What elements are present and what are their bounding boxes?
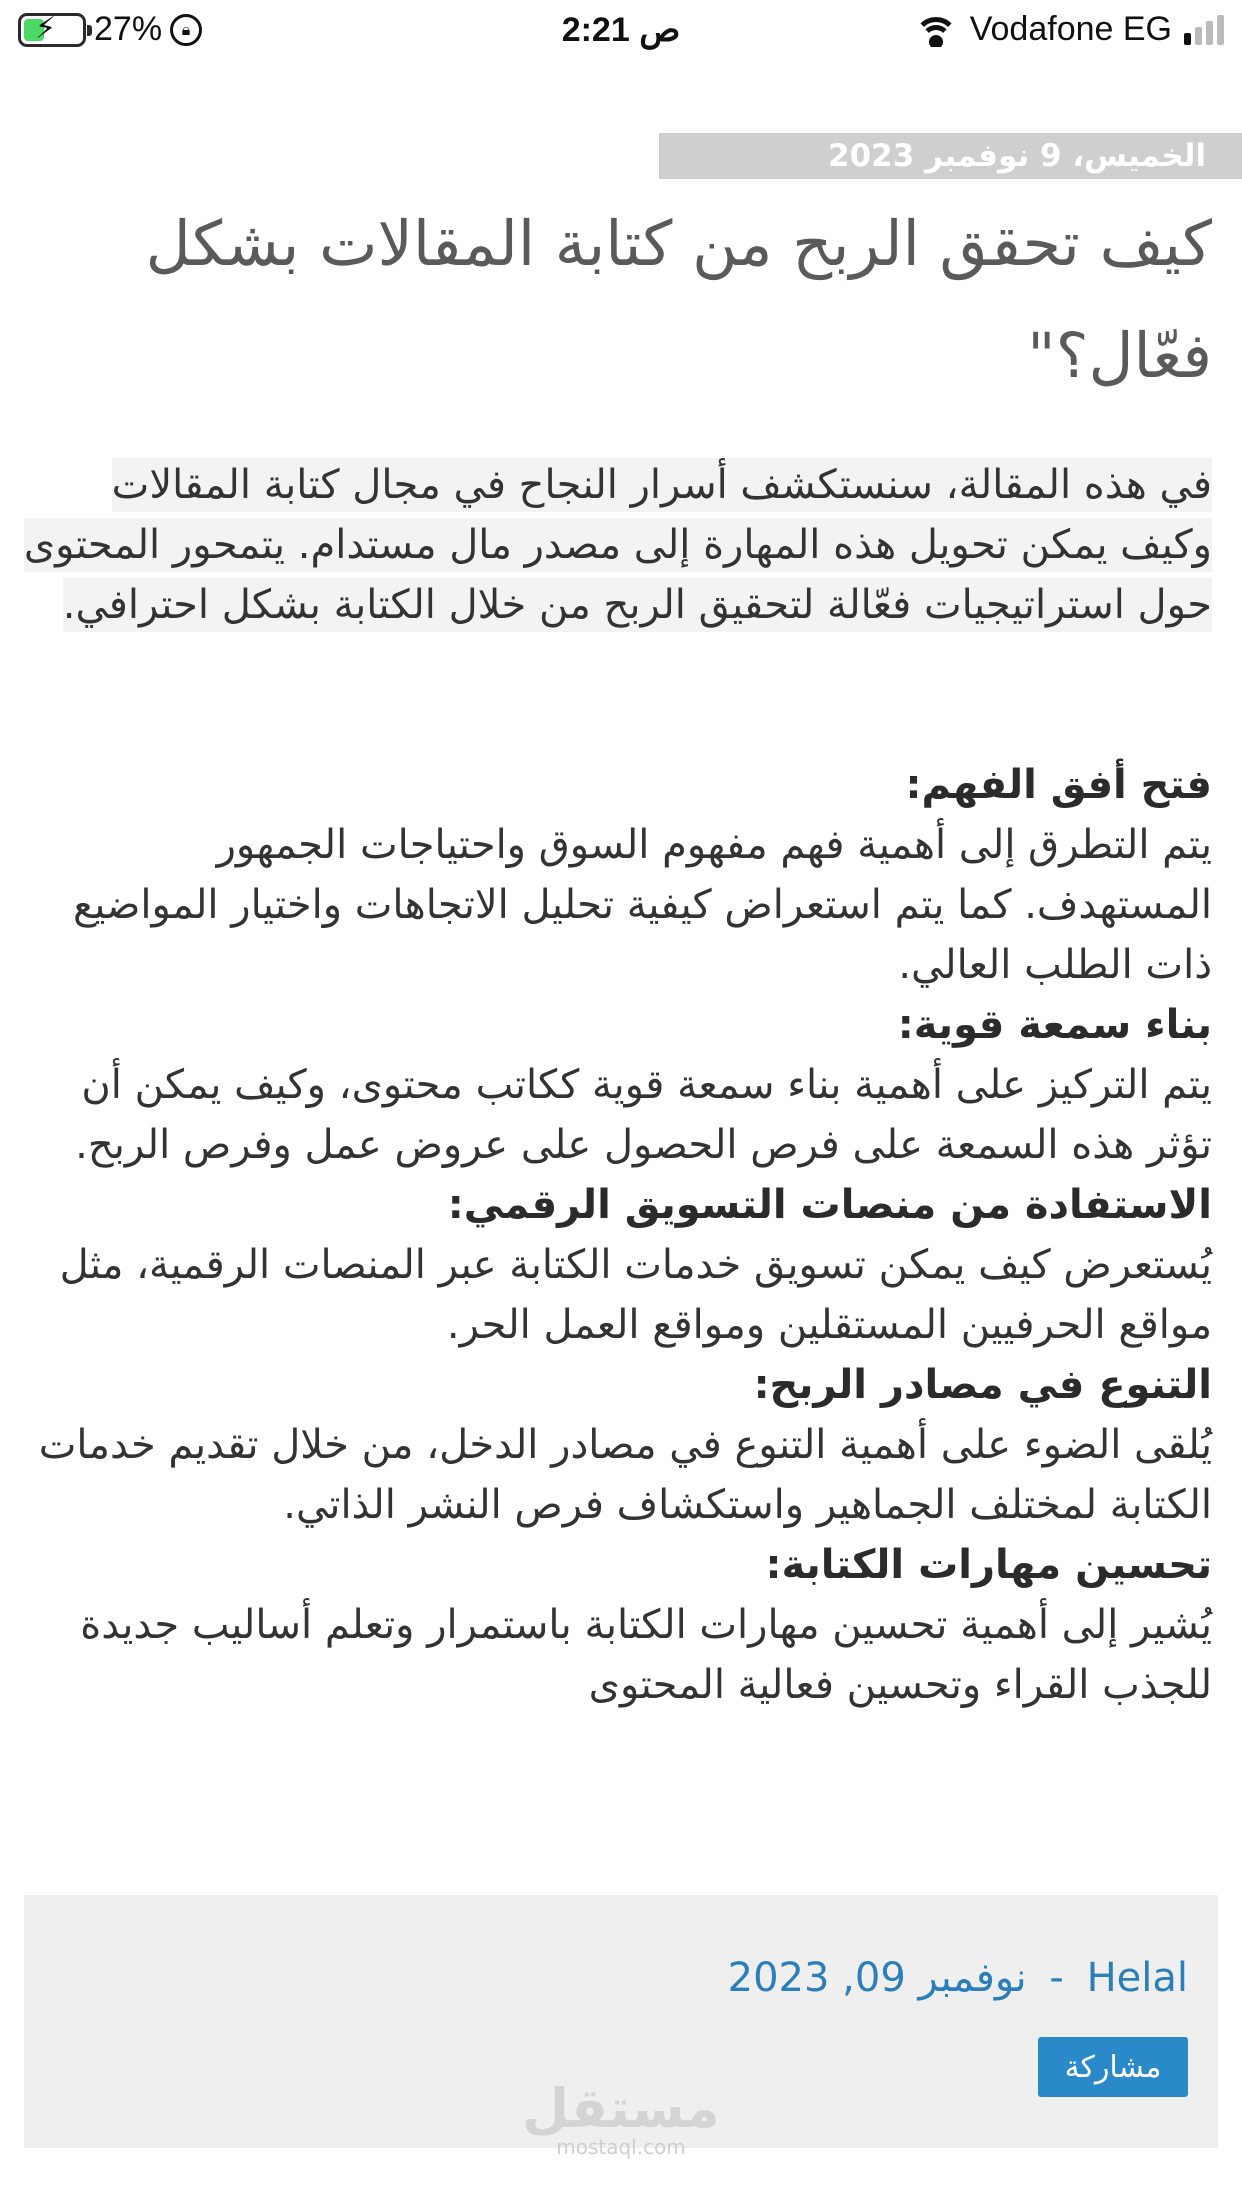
mostaql-watermark: [0, 2077, 1242, 2159]
section-body: يتم التركيز على أهمية بناء سمعة قوية ككاتب محتوى، وكيف يمكن أن تؤثر هذه السمعة على فرص الحصول على عروض عمل وفرص الربح.: [75, 1062, 1212, 1168]
section-body: يُلقى الضوء على أهمية التنوع في مصادر الدخل، من خلال تقديم خدمات الكتابة لمختلف الجماهير واستكشاف فرص النشر الذاتي.: [38, 1422, 1212, 1528]
status-right: [914, 10, 1224, 49]
post-date-link[interactable]: نوفمبر 09, 2023: [727, 1955, 1027, 2001]
section-heading: الاستفادة من منصات التسويق الرقمي:: [447, 1182, 1212, 1228]
intro-text: في هذه المقالة، سنستكشف أسرار النجاح في مجال كتابة المقالات وكيف يمكن تحويل هذه المهارة إلى مصدر مال مستدام. يتمحور المحتوى حول استراتيجيات فعّالة لتحقيق الربح من خلال الكتابة بشكل احترافي.: [24, 458, 1212, 632]
cellular-signal-icon: [1184, 15, 1224, 45]
watermark-domain: mostaql.com: [556, 2135, 686, 2159]
post-meta-line: [728, 1955, 1188, 2001]
section: [22, 995, 1212, 1175]
section-body: يُستعرض كيف يمكن تسويق خدمات الكتابة عبر المنصات الرقمية، مثل مواقع الحرفيين المستقلين ومواقع العمل الحر.: [59, 1242, 1212, 1348]
article-title: كيف تحقق الربح من كتابة المقالات بشكل فعّال؟": [145, 207, 1212, 392]
carrier-name: Vodafone EG: [969, 10, 1172, 48]
section-heading: فتح أفق الفهم:: [905, 762, 1212, 808]
clock: 2:21 ص: [561, 11, 681, 49]
section: [22, 755, 1212, 995]
status-bar: [0, 0, 1242, 62]
watermark-brand: مستقل: [522, 2077, 720, 2140]
orientation-lock-icon: 🔒︎: [170, 14, 202, 46]
section-heading: التنوع في مصادر الربح:: [753, 1362, 1212, 1408]
charging-bolt-icon: ⚡: [35, 10, 57, 46]
wifi-icon: [914, 13, 958, 47]
section-heading: بناء سمعة قوية:: [897, 1002, 1212, 1048]
battery-percent: 27%: [94, 10, 163, 48]
article-intro: [22, 455, 1212, 635]
share-button[interactable]: مشاركة: [1038, 2037, 1188, 2097]
section-heading: تحسين مهارات الكتابة:: [765, 1542, 1212, 1588]
section: [22, 1175, 1212, 1355]
author-link[interactable]: Helal: [1086, 1955, 1188, 2001]
section-body: يُشير إلى أهمية تحسين مهارات الكتابة باستمرار وتعلم أساليب جديدة للجذب القراء وتحسين فعالية المحتوى: [80, 1602, 1212, 1708]
article-sections: [22, 755, 1212, 1715]
article-date: الخميس، 9 نوفمبر 2023: [659, 133, 1242, 179]
section-body: يتم التطرق إلى أهمية فهم مفهوم السوق واحتياجات الجمهور المستهدف. كما يتم استعراض كيفية تحليل الاتجاهات واختيار المواضيع ذات الطلب العالي.: [73, 822, 1212, 988]
meta-separator: -: [1049, 1955, 1064, 2001]
section: [22, 1535, 1212, 1715]
section: [22, 1355, 1212, 1535]
